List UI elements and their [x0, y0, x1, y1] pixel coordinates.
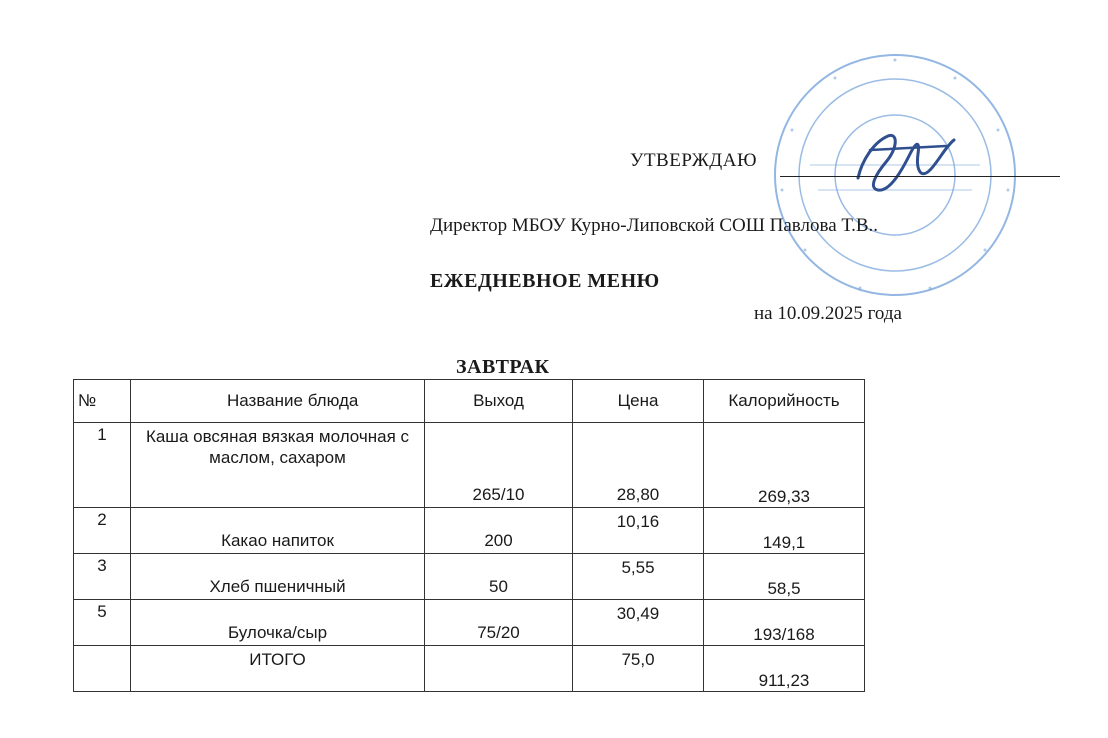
cell-output: 50 [425, 554, 573, 600]
cell-price: 28,80 [573, 423, 704, 508]
table-header-row [74, 380, 865, 423]
approve-label: УТВЕРЖДАЮ [630, 150, 757, 171]
cell-output: 265/10 [425, 423, 573, 508]
column-header-name: Название блюда [131, 380, 425, 423]
cell-calories: 58,5 [704, 554, 865, 600]
signature-line [780, 176, 1060, 177]
director-line: Директор МБОУ Курно-Липовской СОШ Павлова Т.В.. [430, 215, 879, 236]
director-signature [858, 135, 954, 190]
cell-price: 5,55 [573, 554, 704, 600]
cell-dish-name: Каша овсяная вязкая молочная с маслом, сахаром [131, 423, 425, 508]
cell-output: 75/20 [425, 600, 573, 646]
cell-num: 5 [74, 600, 131, 646]
table-row [74, 423, 865, 508]
cell-num-empty [74, 646, 131, 692]
cell-dish-name: Хлеб пшеничный [131, 554, 425, 600]
table-row [74, 508, 865, 554]
column-header-calories: Калорийность [704, 380, 865, 423]
cell-dish-name: Какао напиток [131, 508, 425, 554]
column-header-num: № [74, 380, 131, 423]
table-row [74, 600, 865, 646]
column-header-output: Выход [425, 380, 573, 423]
cell-calories: 269,33 [704, 423, 865, 508]
cell-output-empty [425, 646, 573, 692]
cell-price: 10,16 [573, 508, 704, 554]
cell-num: 1 [74, 423, 131, 508]
total-price: 75,0 [573, 646, 704, 692]
school-stamp [770, 50, 1020, 300]
total-calories: 911,23 [704, 646, 865, 692]
total-label: ИТОГО [131, 646, 425, 692]
cell-output: 200 [425, 508, 573, 554]
menu-table [73, 379, 865, 692]
meal-title: ЗАВТРАК [456, 356, 550, 378]
menu-date: на 10.09.2025 года [754, 303, 902, 324]
cell-num: 3 [74, 554, 131, 600]
cell-calories: 193/168 [704, 600, 865, 646]
cell-calories: 149,1 [704, 508, 865, 554]
table-row [74, 554, 865, 600]
document-title: ЕЖЕДНЕВНОЕ МЕНЮ [430, 270, 660, 292]
cell-num: 2 [74, 508, 131, 554]
table-total-row [74, 646, 865, 692]
cell-dish-name: Булочка/сыр [131, 600, 425, 646]
column-header-price: Цена [573, 380, 704, 423]
cell-price: 30,49 [573, 600, 704, 646]
